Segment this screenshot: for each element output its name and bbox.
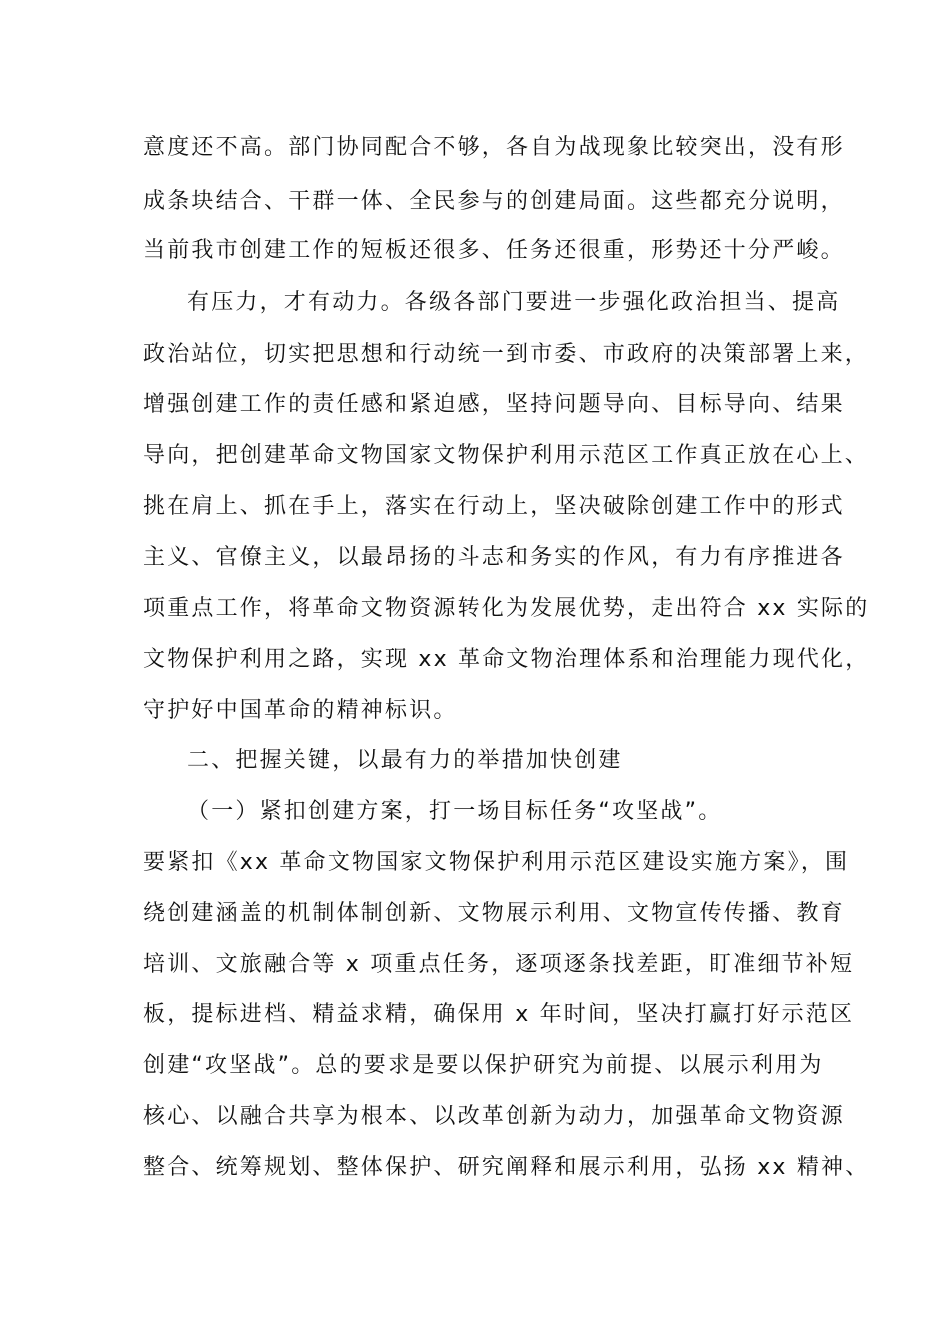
body-text-line: 当前我市创建工作的短板还很多、任务还很重，形势还十分严峻。 — [143, 238, 845, 263]
body-text-line: 要紧扣《xx 革命文物国家文物保护利用示范区建设实施方案》，围 — [143, 850, 850, 875]
body-text-line: 政治站位，切实把思想和行动统一到市委、市政府的决策部署上来， — [143, 342, 870, 367]
body-text-line: 挑在肩上、抓在手上，落实在行动上，坚决破除创建工作中的形式 — [143, 494, 845, 519]
body-text-line: 项重点工作，将革命文物资源转化为发展优势，走出符合 xx 实际的 — [143, 596, 870, 621]
body-text-line: 创建“攻坚战”。总的要求是要以保护研究为前提、以展示利用为 — [143, 1053, 824, 1078]
body-text-line: 增强创建工作的责任感和紧迫感，坚持问题导向、目标导向、结果 — [143, 392, 845, 417]
body-text-line: 守护好中国革命的精神标识。 — [143, 698, 458, 723]
body-text-line: 板，提标进档、精益求精，确保用 x 年时间，坚决打赢打好示范区 — [143, 1002, 855, 1027]
body-text-line: 主义、官僚主义，以最昂扬的斗志和务实的作风，有力有序推进各 — [143, 545, 845, 570]
subsection-heading: （一）紧扣创建方案，打一场目标任务“攻坚战”。 — [187, 799, 723, 824]
section-heading: 二、把握关键，以最有力的举措加快创建 — [187, 748, 623, 773]
body-text-line: 整合、统筹规划、整体保护、研究阐释和展示利用，弘扬 xx 精神、 — [143, 1155, 870, 1180]
body-text-line: 文物保护利用之路，实现 xx 革命文物治理体系和治理能力现代化， — [143, 647, 870, 672]
paragraph-first-line: 有压力，才有动力。各级各部门要进一步强化政治担当、提高 — [187, 290, 841, 315]
body-text-line: 绕创建涵盖的机制体制创新、文物展示利用、文物宣传传播、教育 — [143, 901, 845, 926]
body-text-line: 意度还不高。部门协同配合不够，各自为战现象比较突出，没有形 — [143, 135, 845, 160]
body-text-line: 成条块结合、干群一体、全民参与的创建局面。这些都充分说明， — [143, 189, 845, 214]
body-text-line: 培训、文旅融合等 x 项重点任务，逐项逐条找差距，盯准细节补短 — [143, 952, 855, 977]
body-text-line: 核心、以融合共享为根本、以改革创新为动力，加强革命文物资源 — [143, 1104, 845, 1129]
body-text-line: 导向，把创建革命文物国家文物保护利用示范区工作真正放在心上、 — [143, 443, 870, 468]
